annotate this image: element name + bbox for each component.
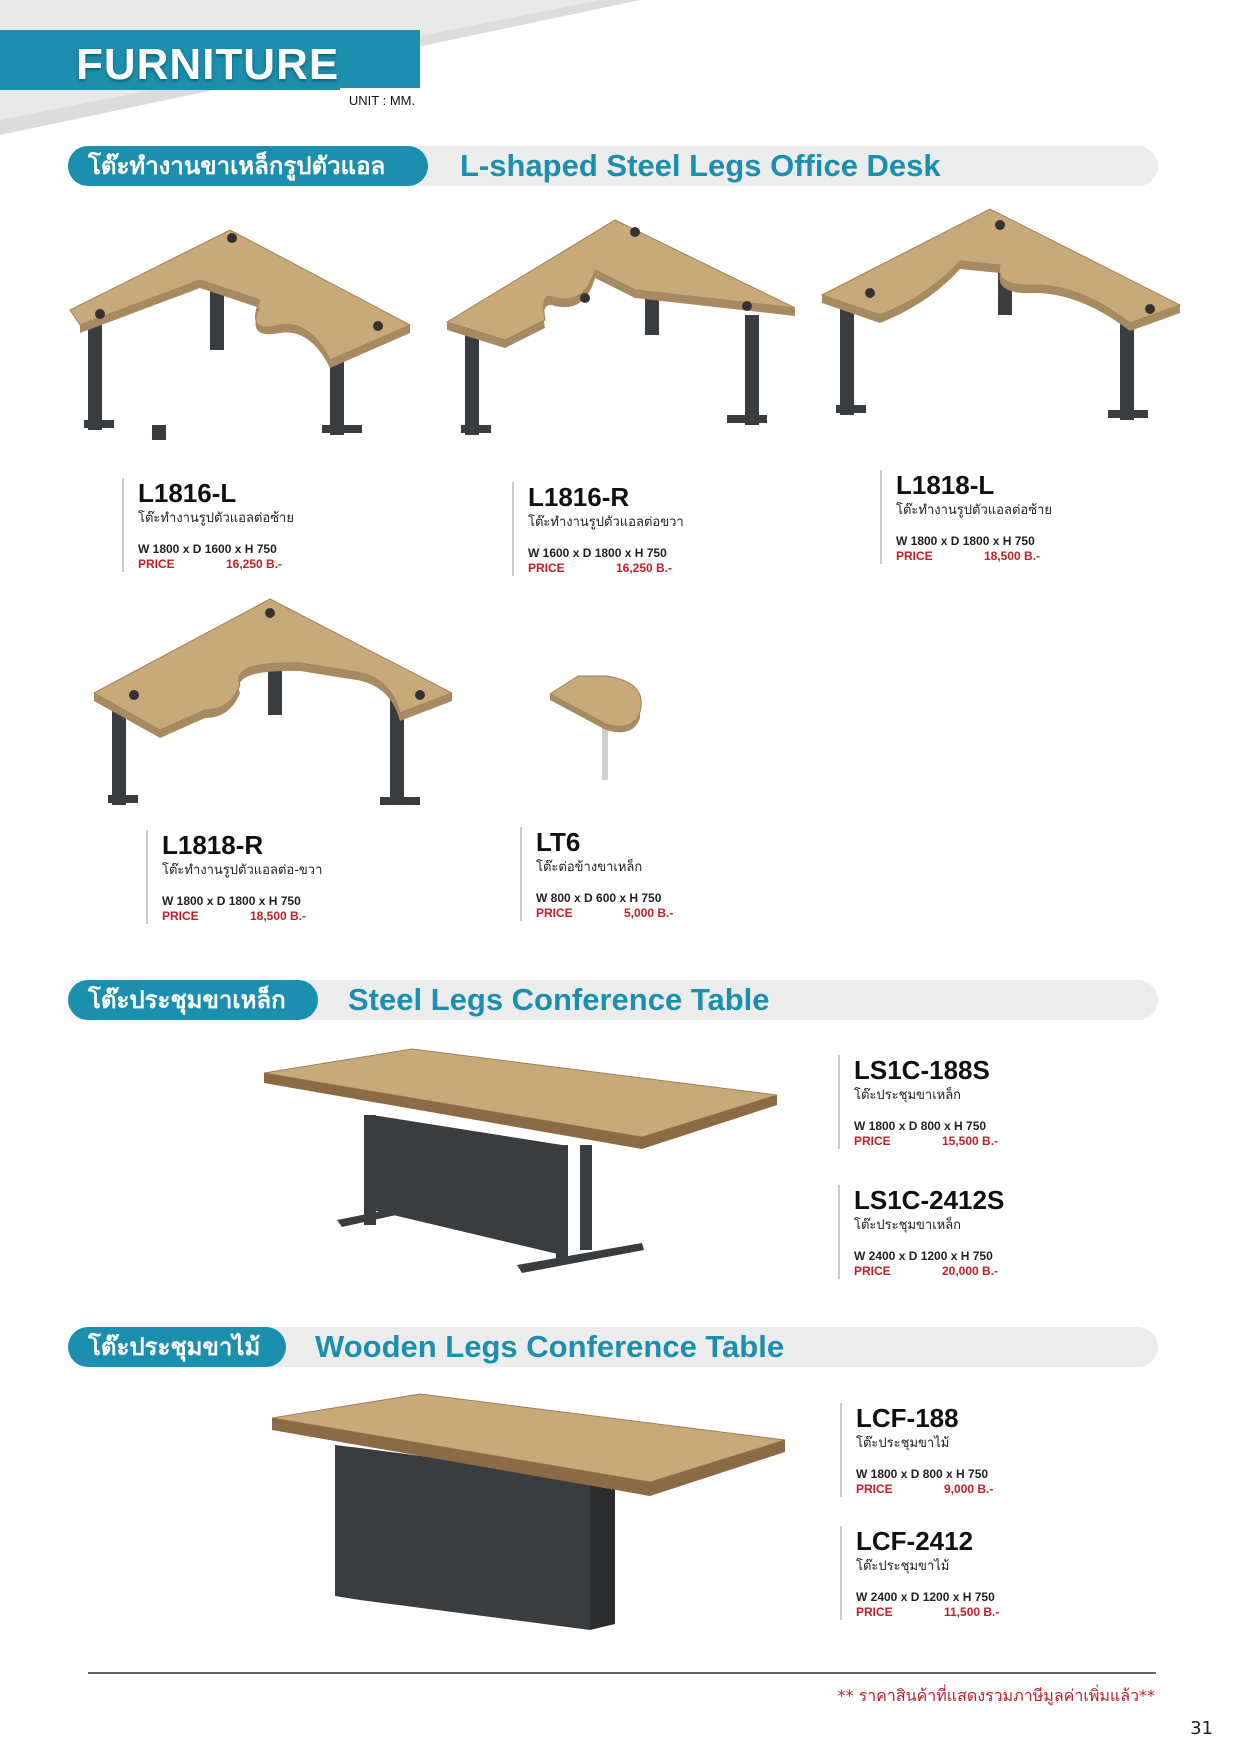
section-header-wooden-conference (68, 1327, 1158, 1367)
price-label: PRICE (162, 909, 199, 923)
product-l1816-r (512, 482, 684, 576)
product-l1818-r (146, 830, 322, 924)
product-thai-name: โต๊ะต่อข้างขาเหล็ก (536, 860, 643, 875)
product-l1818-l (880, 470, 1052, 564)
product-thai-name: โต๊ะประชุมขาไม้ (856, 1559, 950, 1574)
price-label: PRICE (138, 557, 175, 571)
product-thai-name: โต๊ะทำงานรูปตัวแอลต่อซ้าย (896, 503, 1052, 518)
product-code: L1818-R (162, 830, 264, 860)
product-code: LCF-188 (856, 1403, 959, 1433)
product-dimensions: W 1800 x D 800 x H 750 (854, 1119, 987, 1133)
product-image-l1818-r (90, 595, 460, 820)
price-value: 11,500 B.- (944, 1605, 1000, 1619)
product-price-row (856, 1605, 1000, 1620)
section-thai-title: โต๊ะประชุมขาเหล็ก (68, 980, 318, 1020)
product-code: LT6 (536, 827, 581, 857)
section-header-l-desk (68, 146, 1158, 186)
product-price-row (856, 1482, 994, 1497)
product-price-row (854, 1134, 999, 1149)
product-price-row (138, 557, 294, 572)
product-image-l1818-l (820, 205, 1190, 435)
price-label: PRICE (856, 1482, 893, 1496)
product-thai-name: โต๊ะประชุมขาไม้ (856, 1436, 950, 1451)
product-image-lcf (270, 1390, 790, 1650)
product-dimensions: W 1800 x D 1600 x H 750 (138, 542, 277, 556)
product-code: LS1C-2412S (854, 1185, 1005, 1215)
product-dimensions: W 2400 x D 1200 x H 750 (856, 1590, 995, 1604)
product-image-l1816-l (60, 210, 430, 450)
price-value: 9,000 B.- (944, 1482, 994, 1496)
product-thai-name: โต๊ะประชุมขาเหล็ก (854, 1088, 962, 1103)
product-ls1c-2412s (838, 1185, 1004, 1279)
product-dimensions: W 800 x D 600 x H 750 (536, 891, 662, 905)
product-code: L1818-L (896, 470, 995, 500)
price-value: 15,500 B.- (942, 1134, 999, 1148)
product-lcf-188 (840, 1403, 994, 1497)
product-price-row (536, 906, 674, 921)
section-english-title: L-shaped Steel Legs Office Desk (460, 148, 941, 183)
price-label: PRICE (896, 549, 933, 563)
price-value: 5,000 B.- (624, 906, 674, 920)
product-dimensions: W 1600 x D 1800 x H 750 (528, 546, 667, 560)
price-label: PRICE (528, 561, 565, 575)
product-price-row (896, 549, 1052, 564)
page-number: 31 (1190, 1718, 1213, 1739)
product-image-lt6 (548, 672, 648, 782)
section-english-title: Steel Legs Conference Table (348, 982, 770, 1017)
footer-divider (88, 1672, 1156, 1674)
unit-label: UNIT : MM. (340, 88, 424, 114)
product-thai-name: โต๊ะประชุมขาเหล็ก (854, 1218, 962, 1233)
product-lcf-2412 (840, 1526, 1000, 1620)
product-price-row (528, 561, 684, 576)
price-value: 18,500 B.- (984, 549, 1041, 563)
section-header-steel-conference (68, 980, 1158, 1020)
product-code: L1816-R (528, 482, 630, 512)
section-thai-title: โต๊ะประชุมขาไม้ (68, 1327, 286, 1367)
product-dimensions: W 2400 x D 1200 x H 750 (854, 1249, 993, 1263)
product-thai-name: โต๊ะทำงานรูปตัวแอลต่อซ้าย (138, 511, 294, 526)
product-l1816-l (122, 478, 294, 572)
product-code: L1816-L (138, 478, 237, 508)
product-dimensions: W 1800 x D 1800 x H 750 (896, 534, 1035, 548)
section-thai-title: โต๊ะทำงานขาเหล็กรูปตัวแอล (68, 146, 428, 186)
product-image-ls1c (262, 1045, 782, 1305)
price-label: PRICE (536, 906, 573, 920)
product-code: LS1C-188S (854, 1055, 990, 1085)
price-value: 16,250 B.- (616, 561, 673, 575)
product-price-row (162, 909, 322, 924)
product-thai-name: โต๊ะทำงานรูปตัวแอลต่อ-ขวา (162, 863, 323, 878)
section-english-title: Wooden Legs Conference Table (315, 1329, 785, 1364)
product-dimensions: W 1800 x D 800 x H 750 (856, 1467, 989, 1481)
price-label: PRICE (856, 1605, 893, 1619)
price-label: PRICE (854, 1134, 891, 1148)
product-thai-name: โต๊ะทำงานรูปตัวแอลต่อขวา (528, 515, 684, 530)
product-lt6 (520, 827, 674, 921)
price-value: 16,250 B.- (226, 557, 283, 571)
price-label: PRICE (854, 1264, 891, 1278)
product-dimensions: W 1800 x D 1800 x H 750 (162, 894, 301, 908)
vat-footnote: ** ราคาสินค้าที่แสดงรวมภาษีมูลค่าเพิ่มแล้ว** (837, 1686, 1155, 1705)
price-value: 20,000 B.- (942, 1264, 999, 1278)
product-code: LCF-2412 (856, 1526, 974, 1556)
page-title: FURNITURE (76, 40, 340, 89)
product-image-l1816-r (445, 210, 810, 450)
price-value: 18,500 B.- (250, 909, 307, 923)
product-price-row (854, 1264, 1004, 1279)
product-ls1c-188s (838, 1055, 999, 1149)
